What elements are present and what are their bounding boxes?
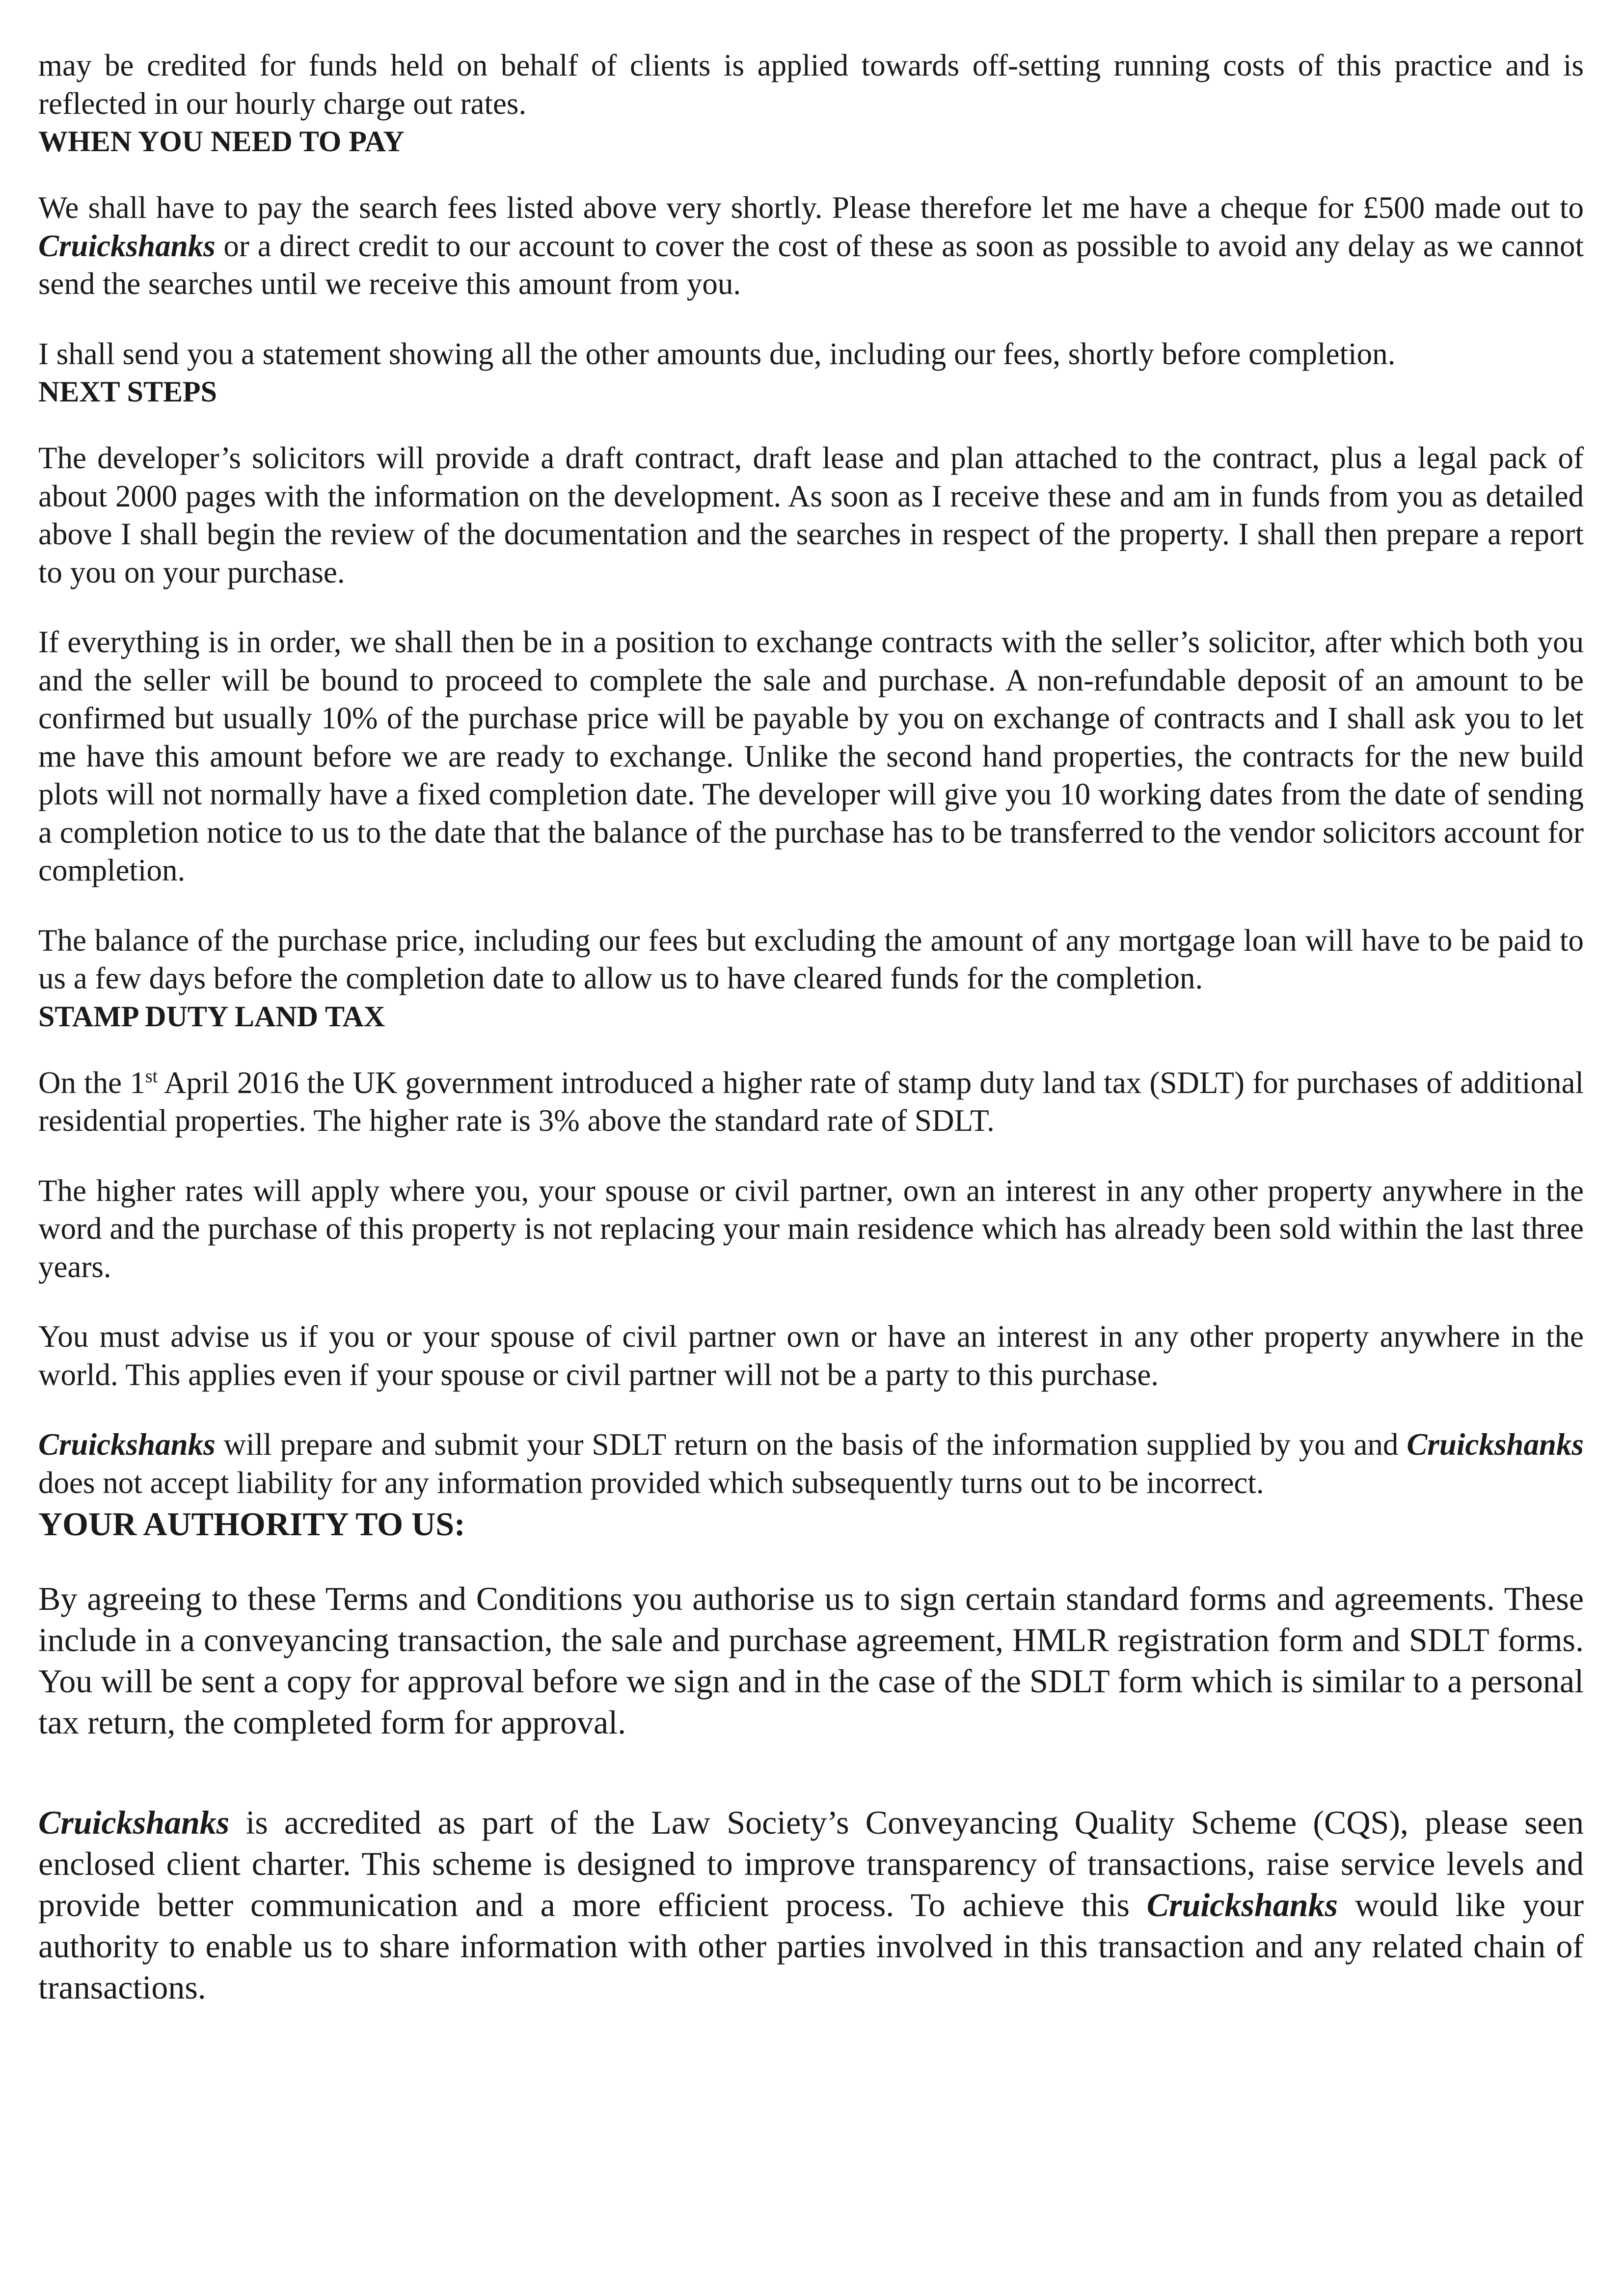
- firm-name: Cruickshanks: [38, 1427, 216, 1462]
- text-span: April 2016 the UK government introduced a higher rate of stamp duty land tax (SDLT) for purchases of additional residential properties. The higher rate is 3% above the standard rate of SDLT.: [38, 1065, 1584, 1138]
- next-steps-heading: NEXT STEPS: [38, 375, 217, 408]
- superscript: st: [145, 1066, 158, 1087]
- authority-paragraph-2: [38, 1802, 1584, 2008]
- text-span: will prepare and submit your SDLT return on the basis of the information supplied by you and: [215, 1427, 1407, 1462]
- text-span: would like your authority to enable us to share information with other parties involved in this transaction and any related chain of transactions.: [38, 1886, 1584, 2006]
- firm-name: Cruickshanks: [38, 1804, 230, 1841]
- next-steps-paragraph-2: If everything is in order, we shall then be in a position to exchange contracts with the seller’s solicitor, after which both you and the seller will be bound to proceed to complete the sale and purchase. A non-refundable deposit of an amount to be confirmed but usually 10% of the purchase price will be payable by you on exchange of contracts and I shall ask you to let me have this amount before we are ready to exchange. Unlike the second hand properties, the contracts for the new build plots will not normally have a fixed completion date. The developer will give you 10 working dates from the date of sending a completion notice to us to the date that the balance of the purchase has to be transferred to the vendor solicitors account for completion.: [38, 625, 1584, 887]
- text-span: We shall have to pay the search fees listed above very shortly. Please therefore let me have a cheque for £500 made out to: [38, 190, 1584, 225]
- intro-paragraph: may be credited for funds held on behalf of clients is applied towards off-setting running costs of this practice and is reflected in our hourly charge out rates.: [38, 48, 1584, 121]
- firm-name: Cruickshanks: [1407, 1427, 1584, 1462]
- sdlt-paragraph-1: [38, 1064, 1584, 1140]
- sdlt-paragraph-2: The higher rates will apply where you, your spouse or civil partner, own an interest in any other property anywhere in the word and the purchase of this property is not replacing your main residence which has already been sold within the last three years.: [38, 1173, 1584, 1284]
- when-to-pay-paragraph-1: [38, 189, 1584, 303]
- when-to-pay-paragraph-2: I shall send you a statement showing all the other amounts due, including our fees, shortly before completion.: [38, 336, 1396, 371]
- next-steps-paragraph-3: The balance of the purchase price, including our fees but excluding the amount of any mortgage loan will have to be paid to us a few days before the completion date to allow us to have cleared funds for the completion.: [38, 923, 1584, 995]
- document-page: [38, 47, 1584, 2008]
- next-steps-paragraph-1: The developer’s solicitors will provide a draft contract, draft lease and plan attached to the contract, plus a legal pack of about 2000 pages with the information on the development. As soon as I receive these and am in funds from you as detailed above I shall begin the review of the documentation and the searches in respect of the property. I shall then prepare a report to you on your purchase.: [38, 441, 1584, 589]
- firm-name: Cruickshanks: [38, 228, 216, 263]
- authority-section: [38, 1502, 1584, 2008]
- sdlt-heading: STAMP DUTY LAND TAX: [38, 1000, 385, 1033]
- authority-paragraph-1: By agreeing to these Terms and Conditions you authorise us to sign certain standard forms and agreements. These include in a conveyancing transaction, the sale and purchase agreement, HMLR registration form and SDLT forms. You will be sent a copy for approval before we sign and in the case of the SDLT form which is similar to a personal tax return, the completed form for approval.: [38, 1580, 1584, 1741]
- when-to-pay-heading: WHEN YOU NEED TO PAY: [38, 125, 405, 158]
- text-span: is accredited as part of the Law Society’s Conveyancing Quality Scheme (CQS), please seen enclosed client charter. This scheme is designed to improve transparency of transactions, raise service levels and provide better communication and a more efficient process. To achieve this: [38, 1804, 1584, 1923]
- text-span: does not accept liability for any information provided which subsequently turns out to be incorrect.: [38, 1465, 1264, 1500]
- text-span: On the 1: [38, 1065, 145, 1100]
- firm-name: Cruickshanks: [1146, 1886, 1338, 1923]
- text-span: or a direct credit to our account to cover the cost of these as soon as possible to avoid any delay as we cannot send the searches until we receive this amount from you.: [38, 228, 1584, 301]
- authority-heading: YOUR AUTHORITY TO US:: [38, 1505, 465, 1543]
- sdlt-paragraph-3: You must advise us if you or your spouse of civil partner own or have an interest in any other property anywhere in the world. This applies even if your spouse or civil partner will not be a party to this purchase.: [38, 1319, 1584, 1392]
- sdlt-paragraph-4: [38, 1426, 1584, 1502]
